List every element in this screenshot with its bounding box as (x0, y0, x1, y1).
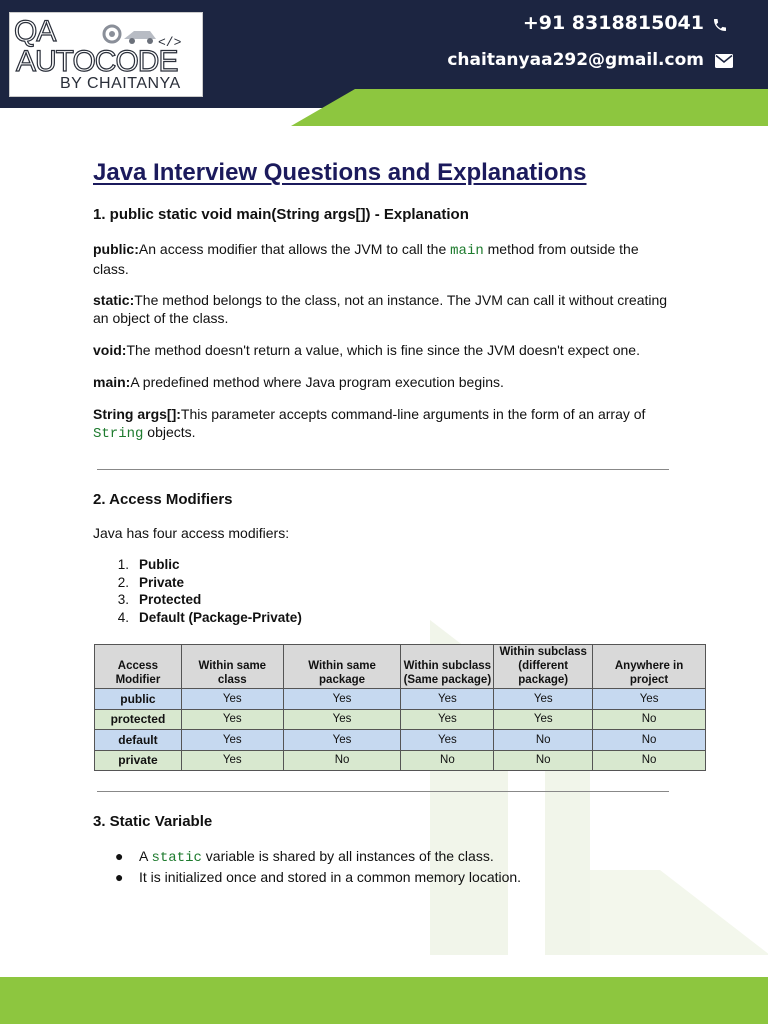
table-cell: No (593, 730, 706, 751)
list-number: 2. (117, 574, 129, 590)
bullet-text-a: A (139, 848, 152, 864)
table-cell: No (401, 750, 494, 771)
list-text (139, 847, 494, 868)
gear-car-icon (90, 21, 160, 47)
text-void: The method doesn't return a value, which is fine since the JVM doesn't expect one. (126, 342, 640, 358)
list-number: 1. (117, 557, 129, 572)
code-static: static (151, 850, 202, 866)
bullet-text-b: variable is shared by all instances of the class. (201, 848, 494, 864)
phone-number: +91 8318815041 (522, 12, 704, 34)
table-cell: private (95, 750, 182, 771)
logo-code-mark: </> (158, 35, 182, 50)
table-cell: Yes (181, 730, 283, 751)
access-modifiers-table (94, 644, 706, 771)
paragraph-static (93, 291, 683, 327)
text-public-b: method from outside the class. (93, 241, 639, 277)
document-body (93, 158, 683, 188)
paragraph-public (93, 240, 668, 278)
table-row (95, 689, 706, 710)
logo-text-autocode: AUTOCODE (16, 45, 178, 78)
page-footer-bar (0, 977, 768, 1024)
table-cell: default (95, 730, 182, 751)
table-cell: Yes (494, 709, 593, 730)
table-cell: No (494, 730, 593, 751)
list-item (93, 556, 302, 574)
envelope-icon (715, 54, 733, 68)
divider (97, 469, 669, 470)
contact-phone[interactable] (523, 12, 728, 34)
text-public-a: An access modifier that allows the JVM to call the (138, 241, 451, 257)
list-label: Public (139, 557, 180, 572)
list-number: 4. (117, 609, 129, 625)
table-cell: No (593, 750, 706, 771)
table-cell: Yes (181, 750, 283, 771)
table-cell: No (593, 709, 706, 730)
code-main: main (450, 243, 484, 259)
term-void: void: (93, 342, 127, 358)
text-args-b: objects. (143, 424, 196, 440)
column-header: Anywhere in project (593, 645, 706, 689)
list-label: Private (139, 574, 185, 590)
table-cell: Yes (401, 689, 494, 710)
list-label: Protected (139, 592, 202, 607)
static-variable-list (93, 847, 521, 887)
table-cell: Yes (181, 689, 283, 710)
table-cell: No (283, 750, 401, 771)
text-args-a: This parameter accepts command-line arguments in the form of an array of (180, 406, 646, 422)
section-heading-static-variable: 3. Static Variable (93, 813, 213, 830)
phone-icon (712, 17, 728, 33)
column-header: Within same package (283, 645, 401, 689)
column-header: Access Modifier (95, 645, 182, 689)
table-cell: protected (95, 709, 182, 730)
table-cell: Yes (593, 689, 706, 710)
logo-text-byline: BY CHAITANYA (60, 75, 181, 92)
table-cell: Yes (283, 709, 401, 730)
table-cell: Yes (494, 689, 593, 710)
table-cell: Yes (181, 709, 283, 730)
text-static: The method belongs to the class, not an instance. The JVM can call it without creating an object of the class. (93, 292, 668, 326)
table-cell: No (494, 750, 593, 771)
divider (97, 791, 669, 792)
bullet-icon: ● (115, 869, 124, 885)
list-item (93, 868, 521, 887)
access-modifiers-list (93, 556, 302, 626)
table-cell: Yes (283, 689, 401, 710)
paragraph-main (93, 373, 683, 391)
term-args: String args[]: (93, 406, 181, 422)
section-heading-access-modifiers: 2. Access Modifiers (93, 491, 233, 508)
table-row (95, 709, 706, 730)
list-text: It is initialized once and stored in a common memory location. (139, 869, 522, 885)
term-public: public: (93, 241, 139, 257)
table-cell: Yes (283, 730, 401, 751)
code-string: String (93, 426, 144, 442)
term-static: static: (93, 292, 135, 308)
table-row (95, 750, 706, 771)
list-item (93, 574, 302, 592)
table-row (95, 730, 706, 751)
contact-email[interactable]: chaitanyaa292@gmail.com (447, 50, 704, 70)
table-cell: Yes (401, 709, 494, 730)
column-header: Within subclass (Same package) (401, 645, 494, 689)
term-main: main: (93, 374, 131, 390)
list-item (93, 609, 302, 627)
list-item (93, 591, 302, 609)
table-header-row (95, 645, 706, 689)
access-modifiers-intro: Java has four access modifiers: (93, 525, 290, 541)
list-number: 3. (117, 592, 129, 607)
bullet-icon: ● (115, 848, 124, 864)
column-header: Within subclass (different package) (494, 645, 593, 689)
paragraph-args (93, 405, 668, 443)
table-cell: Yes (401, 730, 494, 751)
section-heading-main: 1. public static void main(String args[]) - Explanation (93, 206, 469, 223)
company-logo (9, 12, 203, 97)
table-cell: public (95, 689, 182, 710)
column-header: Within same class (181, 645, 283, 689)
page-title: Java Interview Questions and Explanations (93, 159, 587, 186)
paragraph-void (93, 341, 683, 359)
list-item (93, 847, 521, 868)
text-main: A predefined method where Java program execution begins. (130, 374, 504, 390)
list-label: Default (Package-Private) (139, 609, 302, 625)
logo-text-qa: QA (14, 15, 56, 48)
